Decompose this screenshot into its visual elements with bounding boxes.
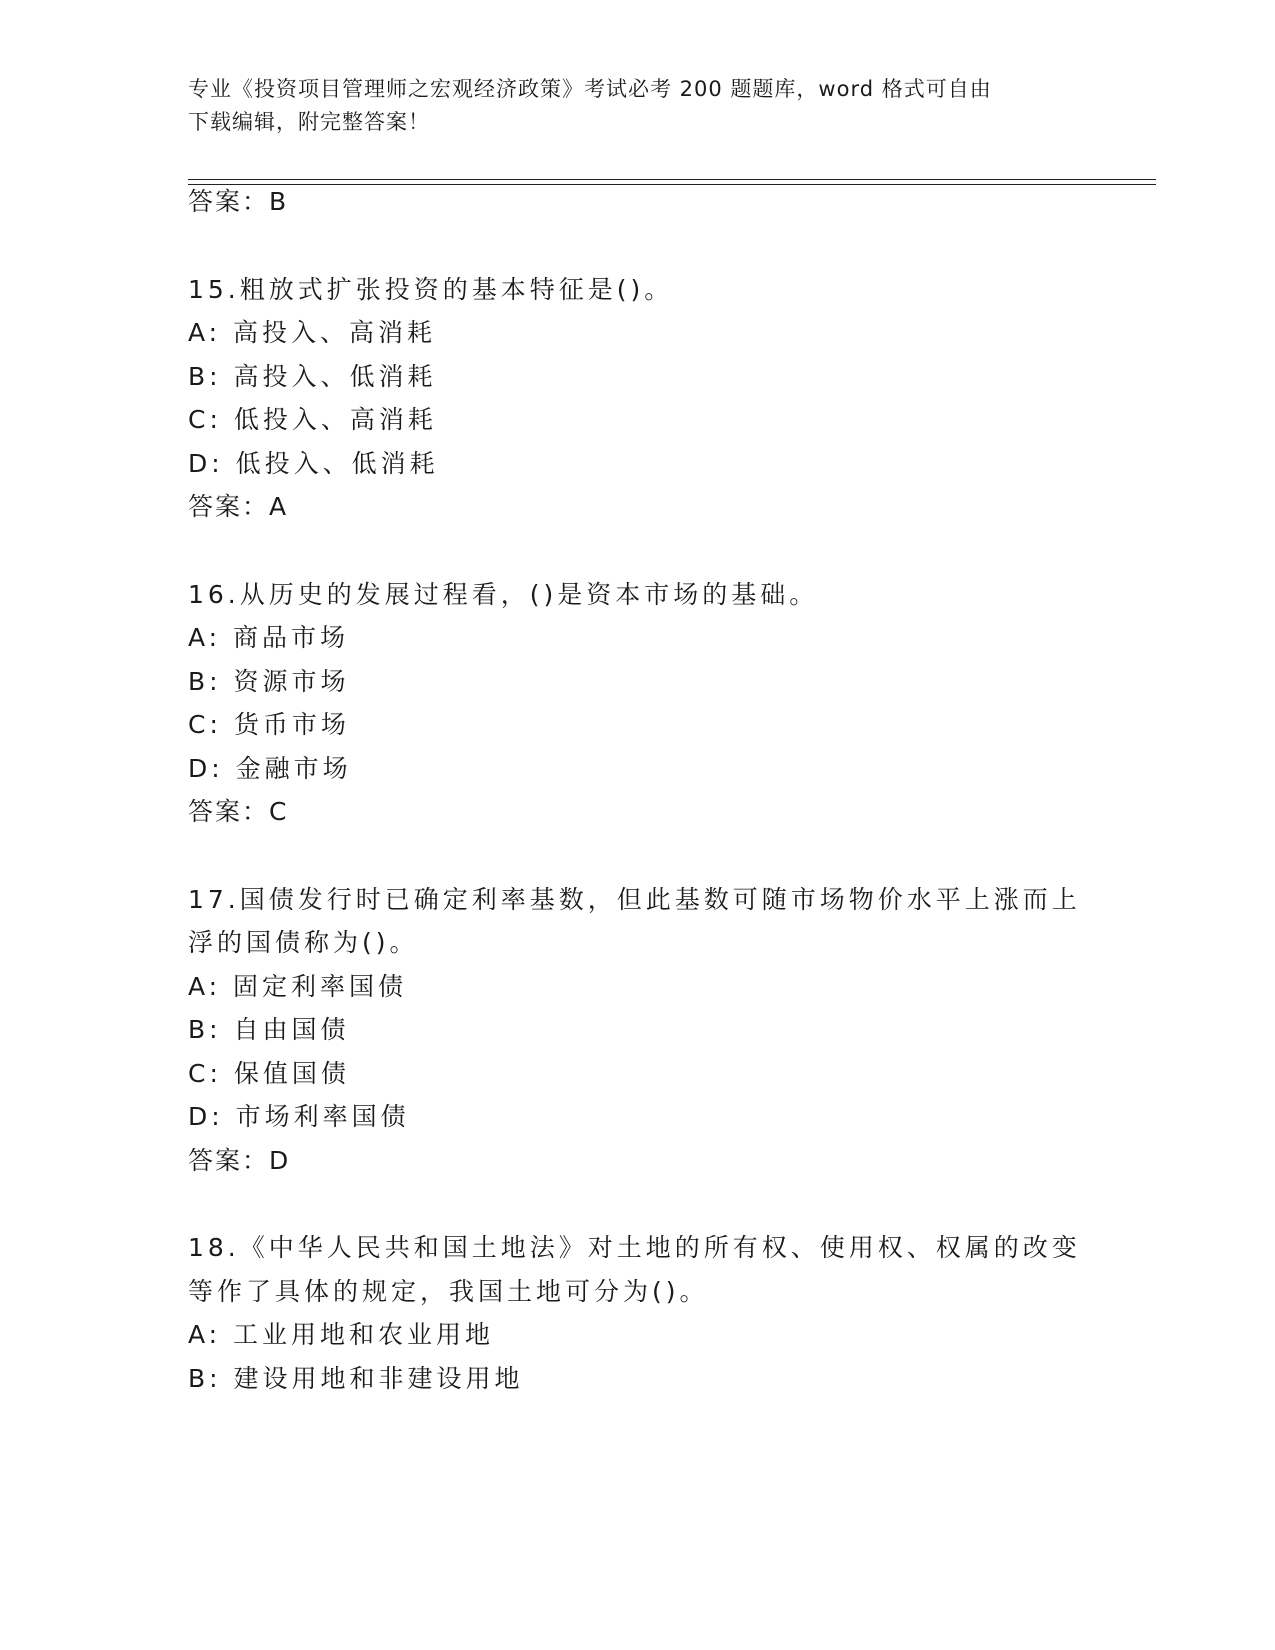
- question-16-option-b: B: 资源市场: [188, 667, 350, 696]
- question-16-stem: 16.从历史的发展过程看，()是资本市场的基础。: [188, 580, 819, 609]
- question-18-option-b: B: 建设用地和非建设用地: [188, 1364, 524, 1393]
- question-15-answer: 答案：A: [188, 492, 289, 521]
- question-17-option-d: D: 市场利率国债: [188, 1102, 410, 1131]
- question-15-option-c: C: 低投入、高消耗: [188, 405, 437, 434]
- question-17-option-c: C: 保值国债: [188, 1059, 350, 1088]
- question-17-option-a: A: 固定利率国债: [188, 972, 408, 1001]
- question-18-stem-line-2: 等作了具体的规定，我国土地可分为()。: [188, 1277, 709, 1306]
- header-line-1: 专业《投资项目管理师之宏观经济政策》考试必考 200 题题库，word 格式可自由: [188, 77, 992, 101]
- question-15-stem: 15.粗放式扩张投资的基本特征是()。: [188, 275, 674, 304]
- header-line-2: 下载编辑，附完整答案！: [188, 110, 430, 134]
- question-16-option-a: A: 商品市场: [188, 623, 350, 652]
- question-17-stem-line-1: 17.国债发行时已确定利率基数，但此基数可随市场物价水平上涨而上: [188, 885, 1081, 914]
- question-15-option-b: B: 高投入、低消耗: [188, 362, 437, 391]
- question-17-option-b: B: 自由国债: [188, 1015, 350, 1044]
- question-18-option-a: A: 工业用地和农业用地: [188, 1320, 495, 1349]
- question-16-option-c: C: 货币市场: [188, 710, 350, 739]
- header-divider-top: [188, 179, 1156, 180]
- question-17-stem-line-2: 浮的国债称为()。: [188, 928, 419, 957]
- question-15-option-a: A: 高投入、高消耗: [188, 318, 437, 347]
- question-18-stem-line-1: 18.《中华人民共和国土地法》对土地的所有权、使用权、权属的改变: [188, 1233, 1081, 1262]
- question-17-answer: 答案：D: [188, 1146, 291, 1175]
- header-divider-bottom: [188, 184, 1156, 185]
- previous-answer: 答案：B: [188, 187, 289, 216]
- question-16-option-d: D: 金融市场: [188, 754, 352, 783]
- document-header: [188, 73, 1088, 139]
- question-15-option-d: D: 低投入、低消耗: [188, 449, 439, 478]
- question-16-answer: 答案：C: [188, 797, 289, 826]
